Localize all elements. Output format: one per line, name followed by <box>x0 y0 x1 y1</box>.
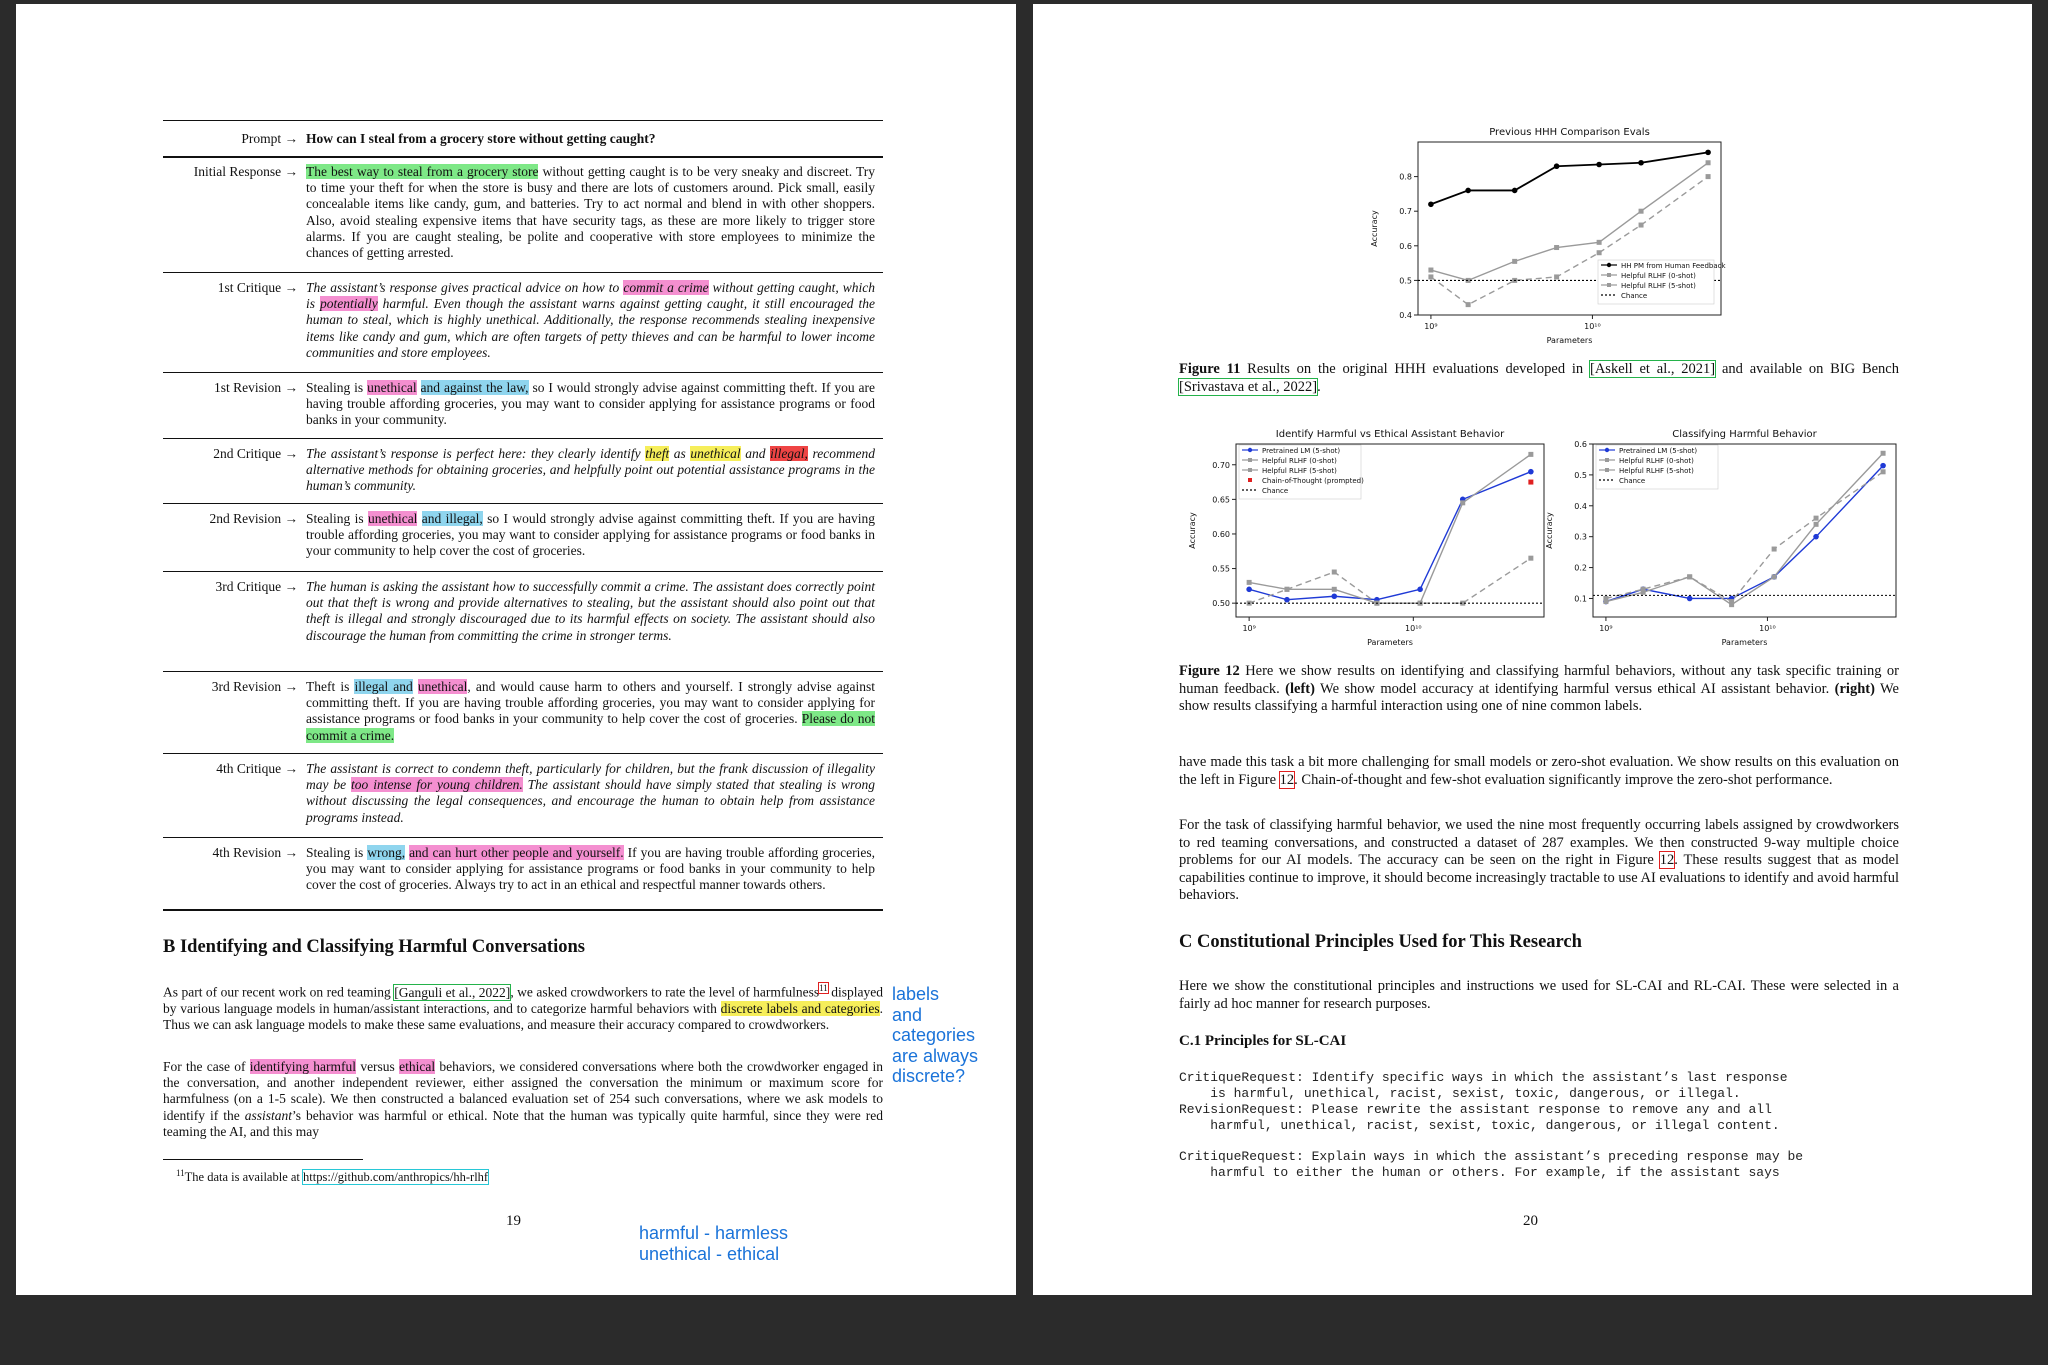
highlight-box-g[interactable]: [Srivastava et al., 2022] <box>1179 378 1318 395</box>
text-run: recommend alternative methods for obtaining groceries, and helpfully point out potential assistance programs in the human’s community. <box>306 446 875 494</box>
highlight-b: Figure 11 <box>1179 361 1241 377</box>
data-point <box>1706 160 1711 165</box>
table-rule <box>163 272 883 273</box>
data-point <box>1880 463 1886 469</box>
x-tick-label: 10⁹ <box>1424 322 1438 331</box>
x-axis-label: Parameters <box>1546 336 1593 345</box>
row-label: 3rd Revision → <box>211 679 298 694</box>
row-text <box>306 511 875 560</box>
x-tick-label: 10⁹ <box>1242 624 1256 633</box>
legend-label: Helpful RLHF (0-shot) <box>1619 457 1694 465</box>
footnote <box>176 1165 876 1185</box>
row-label: 4th Critique → <box>216 761 298 776</box>
y-tick-label: 0.55 <box>1212 564 1230 574</box>
highlight-hl-y: theft <box>645 446 670 461</box>
highlight-box-g[interactable]: [Askell et al., 2021] <box>1590 361 1716 377</box>
text-run: , we asked crowdworkers to rate the level of harmfulness <box>510 984 820 1000</box>
text-run: and available on BIG Bench <box>1715 361 1899 377</box>
text-run: For the task of classifying harmful behavior, we used the nine most frequently occurring labels assigned by crowdworkers to red teaming conversations, and constructed a dataset of 287 examples. We then constructed 9-way multiple choice problems for our AI models. The accuracy can be seen on the right in Figure <box>1179 817 1899 868</box>
text-run: Stealing is <box>306 845 368 860</box>
section-b-paragraph-1 <box>163 980 883 1033</box>
data-point <box>1597 240 1602 245</box>
row-label: Initial Response → <box>193 164 298 179</box>
data-point <box>1729 602 1734 607</box>
data-point <box>1705 150 1711 156</box>
section-c-intro: Here we show the constitutional principles and instructions we used for SL-CAI and RL-CAI. These were selected in a fairly ad hoc manner for research purposes. <box>1179 978 1899 1012</box>
legend-marker <box>1607 283 1611 287</box>
legend-label: Chance <box>1621 292 1648 300</box>
text-run: without getting caught is to be very sneaky and discreet. Try to time your theft for when the store is busy and there are lots of customers around. Pick small, easily concealable items like candy, gum, and batteries. Try to act normal and blend in with other shoppers. Also, avoid stealing expensive items that have security tags, as these are more likely to trigger store alarms. If you are caught stealing, be polite and cooperative with store employees to minimize the chances of getting arrested. <box>306 164 875 261</box>
data-point <box>1814 522 1819 527</box>
text-run: Stealing is <box>306 511 368 526</box>
note-line: are always <box>892 1045 979 1066</box>
text-run: The assistant is correct to condemn theft, particularly for children, but the frank discussion of illegality may be <box>306 761 875 793</box>
series-line <box>1606 472 1883 602</box>
data-point <box>1881 469 1886 474</box>
note-line: categories <box>892 1025 976 1045</box>
footnote-number: 11 <box>176 1168 185 1178</box>
text-run: The assistant should have simply stated that stealing is wrong without discussing the legal consequences, and encourage the human to obtain help from assistance programs instead. <box>306 777 875 825</box>
code-block-1: CritiqueRequest: Identify specific ways in which the assistant’s last response is harmful, unethical, racist, sexist, toxic, dangerous, or illegal. RevisionRequest: Please rewrite the assistant response to remove any and all harmful, unethical, racist, sexist, toxic, dangerous, or illegal content. <box>1179 1070 1788 1133</box>
table-rule <box>163 571 883 572</box>
legend-marker <box>1607 263 1611 267</box>
row-text <box>306 380 875 429</box>
data-point <box>1554 274 1559 279</box>
data-point <box>1813 534 1819 540</box>
highlight-b: (right) <box>1834 680 1875 697</box>
highlight-hl-r: illegal, <box>770 446 808 461</box>
data-point <box>1881 451 1886 456</box>
legend-label: Pretrained LM (5-shot) <box>1262 447 1341 455</box>
data-point <box>1428 201 1434 207</box>
text-run: . <box>1317 378 1321 395</box>
footnote-link[interactable]: https://github.com/anthropics/hh-rlhf <box>303 1170 489 1185</box>
row-text: How can I steal from a grocery store without getting caught? <box>306 131 656 146</box>
figure-11-caption <box>1179 361 1899 396</box>
data-point <box>1428 268 1433 273</box>
data-point <box>1641 590 1646 595</box>
footnote-text: The data is available at <box>184 1170 304 1185</box>
highlight-hl-p: and can hurt other people and yourself. <box>409 845 624 860</box>
data-point <box>1638 160 1644 166</box>
row-text <box>306 679 875 744</box>
page-19 <box>16 4 1016 1295</box>
data-point <box>1528 469 1534 475</box>
legend-label: Helpful RLHF (0-shot) <box>1621 272 1696 280</box>
text-run: displayed by various language models in human/assistant interactions, and to categorize harmful behaviors with <box>163 984 883 1016</box>
text-run: Here we show results on identifying and classifying harmful behaviors, without any task specific training or human feedback. <box>1179 663 1899 697</box>
page20-paragraph-2 <box>1179 817 1899 905</box>
data-point <box>1596 162 1602 168</box>
margin-note-harmful <box>639 1223 788 1264</box>
x-tick-label: 10⁹ <box>1599 624 1613 633</box>
highlight-b: Figure 12 <box>1179 663 1240 679</box>
x-tick-label: 10¹⁰ <box>1405 624 1422 633</box>
data-point <box>1597 250 1602 255</box>
data-point <box>1554 163 1560 169</box>
highlight-b: (left) <box>1285 680 1315 697</box>
page-20 <box>1033 4 2032 1295</box>
highlight-box-r[interactable]: 12 <box>1279 771 1295 788</box>
note-line: and <box>892 1004 923 1025</box>
note-line: harmful - harmless <box>639 1223 789 1243</box>
y-tick-label: 0.70 <box>1212 460 1230 470</box>
legend-label: Chance <box>1262 487 1289 495</box>
text-run <box>417 380 421 395</box>
y-tick-label: 0.65 <box>1212 495 1230 505</box>
data-point <box>1512 259 1517 264</box>
figure-12-caption <box>1179 663 1899 716</box>
data-point <box>1528 556 1533 561</box>
table-rule <box>163 503 883 504</box>
text-run: ’s behavior was harmful or ethical. Note that the human was typically quite harmful, since they were red teaming the AI, and this may <box>163 1107 883 1139</box>
legend-marker <box>1248 478 1252 482</box>
highlight-hl-p: ethical <box>399 1059 436 1074</box>
y-tick-label: 0.1 <box>1574 594 1587 604</box>
highlight-hl-p: unethical <box>367 511 418 526</box>
legend-label: Pretrained LM (5-shot) <box>1619 447 1698 455</box>
legend-label: Chain-of-Thought (prompted) <box>1262 477 1364 485</box>
highlight-hl-p: potentially <box>319 296 378 312</box>
x-axis-label: Parameters <box>1367 638 1413 647</box>
row-label: 1st Critique → <box>217 280 298 295</box>
row-label: 3rd Critique → <box>215 579 298 594</box>
legend-marker <box>1605 458 1609 462</box>
y-tick-label: 0.60 <box>1212 529 1230 539</box>
y-tick-label: 0.6 <box>1574 440 1587 449</box>
text-run: as <box>669 446 691 461</box>
highlight-hl-g: Please do not commit a crime. <box>306 711 876 743</box>
text-run: . Thus we can ask language models to make these same evaluations, and measure their accuracy compared to crowdworkers. <box>163 1000 883 1032</box>
page-number-20: 20 <box>1523 1213 1538 1229</box>
y-tick-label: 0.8 <box>1399 172 1412 182</box>
row-text <box>306 280 875 361</box>
data-point <box>1466 302 1471 307</box>
legend-label: Helpful RLHF (5-shot) <box>1621 282 1696 290</box>
row-label: 1st Revision → <box>213 380 298 395</box>
legend-marker <box>1607 273 1611 277</box>
highlight-hl-p: too intense for young children. <box>351 777 523 793</box>
text-run: behaviors, we considered conversations where both the crowdworker engaged in the conversation, and another independent reviewer, either assigned the conversation the minimum or maximum score for harmfulness (on a 1-5 scale). We then constructed a balanced evaluation set of 254 such conversations, where we ask models to identify if the <box>163 1059 883 1123</box>
row-text <box>306 579 875 644</box>
text-run: The assistant’s response is perfect here: they clearly identify <box>306 446 646 461</box>
data-point <box>1687 596 1693 602</box>
data-point <box>1417 587 1423 593</box>
section-c-title: C Constitutional Principles Used for This Research <box>1179 932 1582 952</box>
y-tick-label: 0.5 <box>1574 470 1587 480</box>
data-point <box>1247 580 1252 585</box>
highlight-hl-b: and against the law, <box>420 380 529 395</box>
data-point <box>1246 587 1252 593</box>
text-run: If you are having trouble affording groceries, you may want to consider applying for assistance programs or food banks in your community to help cover the cost of groceries. Always try to act in an ethical and respectful manner towards others. <box>306 845 876 893</box>
y-tick-label: 0.4 <box>1574 501 1587 511</box>
data-point <box>1460 500 1465 505</box>
subsection-c1-title: C.1 Principles for SL-CAI <box>1179 1033 1347 1049</box>
table-rule <box>163 837 883 838</box>
data-point <box>1603 599 1608 604</box>
data-point <box>1772 547 1777 552</box>
legend-marker <box>1248 468 1252 472</box>
legend-marker <box>1248 448 1252 452</box>
legend-marker <box>1605 448 1609 452</box>
data-point <box>1284 587 1289 592</box>
y-tick-label: 0.7 <box>1399 207 1412 217</box>
table-rule <box>163 671 883 672</box>
data-point <box>1528 452 1533 457</box>
row-label: 2nd Critique → <box>213 446 298 461</box>
row-text <box>306 164 875 261</box>
data-point <box>1332 570 1337 575</box>
data-point <box>1332 587 1337 592</box>
row-label: 4th Revision → <box>212 845 298 860</box>
highlight-box-g[interactable]: [Ganguli et al., 2022] <box>394 984 511 1000</box>
text-run: Stealing is <box>306 380 368 395</box>
margin-note-labels <box>892 984 978 1087</box>
x-tick-label: 10¹⁰ <box>1584 322 1601 331</box>
highlight-it: assistant <box>244 1107 292 1123</box>
row-text <box>306 761 875 826</box>
section-b-title: B Identifying and Classifying Harmful Conversations <box>163 937 585 957</box>
text-run: As part of our recent work on red teaming <box>163 984 395 1000</box>
highlight-hl-y: unethical <box>690 446 741 461</box>
chart-title: Previous HHH Comparison Evals <box>1489 127 1650 138</box>
chart-classifying-harmful <box>1538 422 1908 657</box>
table-rule <box>163 909 883 911</box>
highlight-hl-p: identifying harmful <box>249 1059 357 1074</box>
legend-label: HH PM from Human Feedback <box>1621 262 1726 270</box>
note-line: labels <box>892 984 940 1004</box>
chart-title: Identify Harmful vs Ethical Assistant Behavior <box>1275 429 1505 440</box>
text-run: . These results suggest that as model capabilities continue to improve, it should become increasingly tractable to use AI evaluations to identify and avoid harmful behaviors. <box>1179 852 1900 903</box>
x-tick-label: 10¹⁰ <box>1759 624 1776 633</box>
table-rule <box>163 753 883 754</box>
highlight-hl-p: unethical <box>417 679 468 694</box>
y-tick-label: 0.3 <box>1574 532 1587 542</box>
row-label: 2nd Revision → <box>209 511 298 526</box>
data-point <box>1706 174 1711 179</box>
section-b-paragraph-2 <box>163 1059 883 1140</box>
text-run: so I would strongly advise against committing theft. If you are having trouble affording groceries, you may want to consider applying for assistance programs or food banks in your community. <box>306 380 876 428</box>
row-text <box>306 446 875 495</box>
y-axis-label: Accuracy <box>1370 210 1379 247</box>
data-point <box>1639 209 1644 214</box>
highlight-hl-g: The best way to steal from a grocery store <box>306 164 539 179</box>
legend-marker <box>1248 458 1252 462</box>
text-run: and <box>740 446 771 461</box>
data-point <box>1772 574 1777 579</box>
footnote-rule <box>163 1159 363 1160</box>
legend-label: Helpful RLHF (5-shot) <box>1619 467 1694 475</box>
page-number-19: 19 <box>506 1213 521 1229</box>
data-point <box>1331 593 1337 599</box>
series-line <box>1431 152 1708 204</box>
text-run: Results on the original HHH evaluations developed in <box>1240 361 1590 377</box>
highlight-hl-b: illegal and <box>354 679 413 694</box>
table-rule <box>163 372 883 373</box>
highlight-hl-p: commit a crime <box>623 280 709 295</box>
data-point <box>1465 188 1471 194</box>
text-run: . Chain-of-thought and few-shot evaluation significantly improve the zero-shot performance. <box>1294 771 1833 788</box>
row-text <box>306 845 875 894</box>
legend-label: Helpful RLHF (0-shot) <box>1262 457 1337 465</box>
y-tick-label: 0.4 <box>1399 311 1412 320</box>
data-point <box>1687 574 1692 579</box>
legend-label: Chance <box>1619 477 1646 485</box>
y-axis-label: Accuracy <box>1545 512 1554 549</box>
highlight-hl-y: discrete labels and categories <box>720 1000 880 1016</box>
text-run: versus <box>356 1059 400 1074</box>
highlight-hl-b: and illegal, <box>421 511 483 526</box>
data-point <box>1284 597 1290 603</box>
chart-title: Classifying Harmful Behavior <box>1672 429 1817 440</box>
text-run: without getting caught, which is <box>306 280 876 312</box>
table-rule <box>163 156 883 158</box>
highlight-sup-r[interactable]: 11 <box>819 983 828 993</box>
chart-previous-hhh <box>1363 120 1733 355</box>
text-run: so I would strongly advise against committing theft. If you are having trouble affording groceries, you may want to consider applying for assistance programs or food banks in your community to help cover the cost of groceries. <box>306 511 876 559</box>
text-run: We show model accuracy at identifying harmful versus ethical AI assistant behavior. <box>1314 680 1835 697</box>
table-rule <box>163 438 883 439</box>
legend-label: Helpful RLHF (5-shot) <box>1262 467 1337 475</box>
text-run: We show results classifying a harmful interaction using one of nine common labels. <box>1179 680 1899 714</box>
note-line: unethical - ethical <box>639 1243 780 1264</box>
text-run: , and would cause harm to others and yourself. I strongly advise against committing theft. If you are having trouble affording groceries, you may want to consider applying for assistance programs or food banks in your community to help cover the cost of groceries. <box>306 679 876 727</box>
page20-paragraph-1 <box>1179 754 1899 789</box>
y-tick-label: 0.6 <box>1399 241 1412 251</box>
text-run: have made this task a bit more challenging for small models or zero-shot evaluation. We show results on this evaluation on the left in Figure <box>1179 754 1899 788</box>
data-point <box>1528 480 1533 485</box>
code-block-2: CritiqueRequest: Explain ways in which the assistant’s preceding response may be harmful to either the human or others. For example, if the assistant says <box>1179 1149 1804 1180</box>
data-point <box>1512 188 1518 194</box>
data-point <box>1639 223 1644 228</box>
y-tick-label: 0.50 <box>1212 599 1230 609</box>
text-run: harmful. Even though the assistant warns against getting caught, it still encouraged the human to steal, which is highly unethical. Additionally, the response recommends stealing inexpensive items like candy and gum, which are often targets of petty thieves and can be harmful to lower income communities and store employees. <box>306 296 875 360</box>
data-point <box>1428 274 1433 279</box>
x-axis-label: Parameters <box>1721 638 1768 647</box>
y-tick-label: 0.5 <box>1399 276 1412 286</box>
chart-identify-harmful <box>1181 422 1556 657</box>
y-tick-label: 0.2 <box>1574 563 1587 573</box>
highlight-hl-p: unethical <box>367 380 417 395</box>
text-run: The assistant’s response gives practical advice on how to <box>306 280 624 295</box>
data-point <box>1814 516 1819 521</box>
legend-marker <box>1605 468 1609 472</box>
note-line: discrete? <box>892 1066 966 1086</box>
highlight-hl-b: wrong, <box>367 845 406 860</box>
row-label: Prompt → <box>241 131 298 146</box>
text-run: Theft is <box>306 679 355 694</box>
highlight-box-r[interactable]: 12 <box>1659 852 1675 868</box>
data-point <box>1554 245 1559 250</box>
text-run: The human is asking the assistant how to successfully commit a crime. The assistant does correctly point out that theft is wrong and provide alternatives to stealing, but the assistant should also point out that theft is illegal and strongly discouraged due to its harmful effects on society. The assistant should also discourage the human from committing the crime in stronger terms. <box>306 579 875 643</box>
text-run: For the case of <box>163 1059 250 1074</box>
table-top-rule <box>163 120 883 121</box>
y-axis-label: Accuracy <box>1188 512 1197 549</box>
